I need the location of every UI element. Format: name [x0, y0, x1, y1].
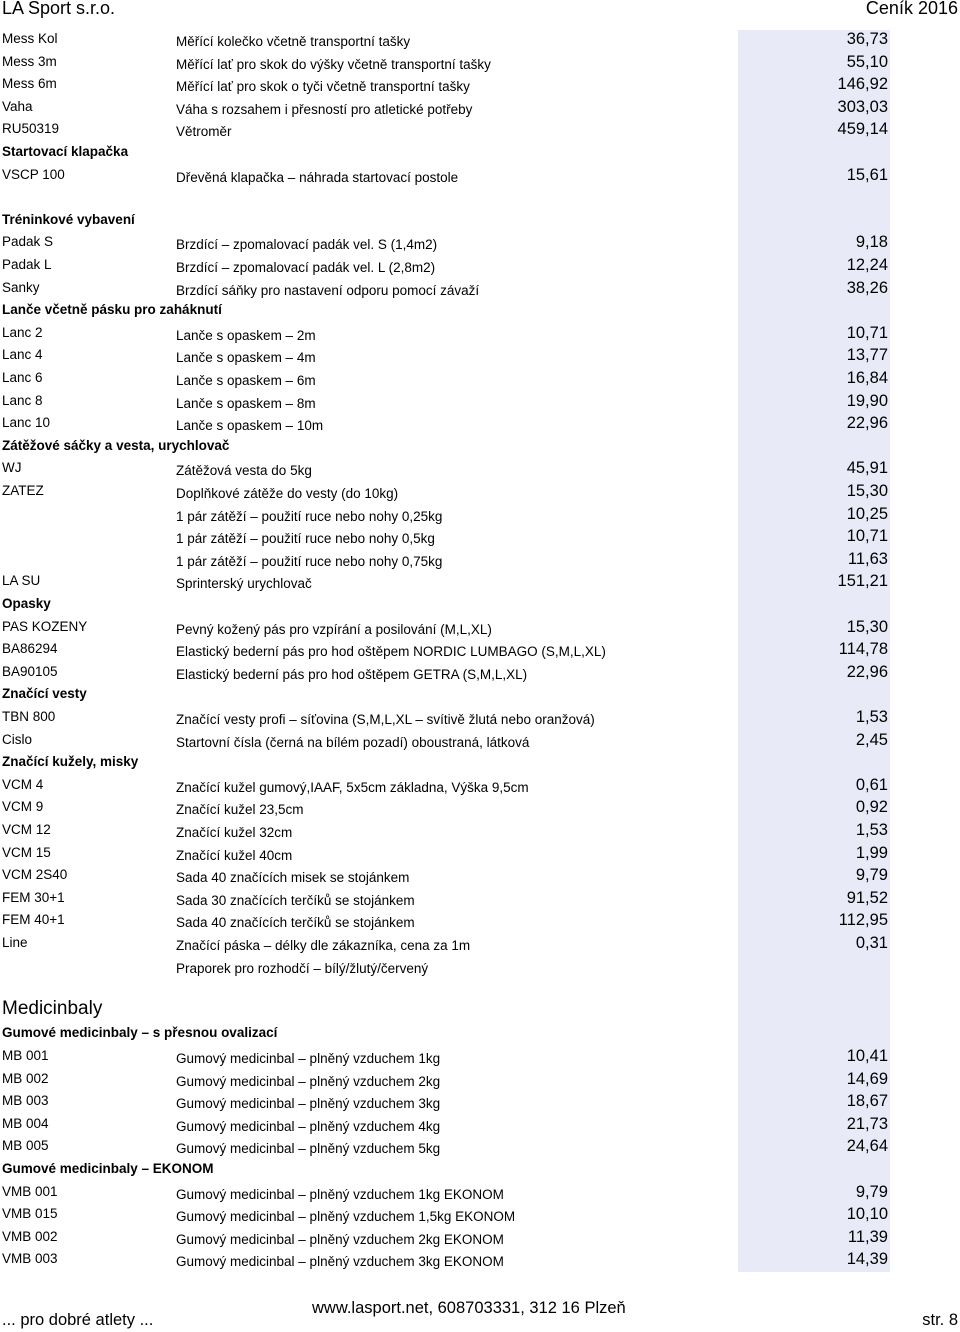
product-row [0, 550, 960, 572]
product-code: Mess Kol [2, 31, 58, 46]
section-heading: Startovací klapačka [2, 144, 129, 159]
doc-title: Ceník 2016 [865, 0, 958, 18]
product-price: 15,30 [846, 617, 888, 636]
product-price: 19,90 [846, 391, 888, 410]
product-code: VMB 015 [2, 1206, 58, 1222]
product-price: 1,99 [855, 843, 888, 862]
section-heading-row [0, 1160, 960, 1182]
product-row [0, 233, 960, 255]
product-code: WJ [2, 460, 22, 476]
product-row [0, 459, 960, 481]
product-description: Sada 40 značících terčíků se stojánkem [176, 915, 415, 931]
product-description: Lanče s opaskem – 4m [176, 350, 316, 366]
section-heading-row [0, 143, 960, 165]
product-price: 151,21 [837, 572, 888, 591]
product-description: Značící kužel 23,5cm [176, 802, 304, 818]
product-code: Lanc 6 [2, 370, 43, 385]
product-row [0, 369, 960, 391]
product-description: Elastický bederní pás pro hod oštěpem GETRA (S,M,L,XL) [176, 666, 528, 682]
product-row [0, 1137, 960, 1159]
product-price: 18,67 [846, 1092, 888, 1111]
product-price: 459,14 [837, 120, 888, 139]
product-code: VCM 9 [2, 799, 44, 815]
product-price: 13,77 [846, 346, 888, 365]
product-price: 1,53 [855, 708, 888, 726]
product-row [0, 911, 960, 933]
section-heading: Opasky [2, 596, 51, 611]
product-price: 24,64 [846, 1137, 888, 1156]
section-heading-row [0, 301, 960, 323]
section-heading: Gumové medicinbaly – EKONOM [2, 1161, 214, 1176]
product-row [0, 572, 960, 594]
product-price: 22,96 [846, 414, 888, 433]
product-row [0, 934, 960, 956]
product-price: 10,10 [846, 1205, 888, 1224]
product-description: Dřevěná klapačka – náhrada startovací postole [176, 169, 459, 185]
product-description: 1 pár zátěží – použití ruce nebo nohy 0,5kg [176, 531, 435, 547]
product-description: Značící kužel 32cm [176, 825, 293, 840]
footer-contact: www.lasport.net, 608703331, 312 16 Plzeň [312, 1299, 626, 1317]
product-description: Doplňkové zátěže do vesty (do 10kg) [176, 486, 399, 501]
page-header [0, 0, 960, 22]
product-row [0, 30, 960, 52]
product-price: 15,61 [846, 165, 888, 184]
section-heading: Medicinbaly [2, 997, 103, 1019]
product-description: Značící páska – délky dle zákazníka, cena za 1m [176, 938, 471, 953]
product-row [0, 1250, 960, 1272]
product-row [0, 1183, 960, 1205]
product-code: Lanc 4 [2, 347, 43, 363]
product-code: FEM 30+1 [2, 889, 65, 905]
product-row [0, 1047, 960, 1069]
product-code: VCM 2S40 [2, 867, 68, 883]
product-code: Padak L [2, 257, 52, 272]
product-code: LA SU [2, 573, 41, 589]
product-price: 303,03 [837, 97, 888, 116]
product-description: Gumový medicinbal – plněný vzduchem 1kg [176, 1051, 441, 1066]
product-price: 146,92 [837, 75, 888, 94]
product-code: VCM 12 [2, 822, 51, 837]
product-description: Gumový medicinbal – plněný vzduchem 5kg [176, 1141, 441, 1157]
product-code: Vaha [2, 98, 33, 114]
product-code: MB 001 [2, 1048, 49, 1063]
product-description: Gumový medicinbal – plněný vzduchem 2kg EKONOM [176, 1231, 504, 1247]
product-description: Startovní čísla (černá na bílém pozadí) oboustraná, látková [176, 734, 530, 750]
product-price: 12,24 [846, 256, 888, 274]
product-price: 9,79 [855, 866, 888, 885]
product-description: Gumový medicinbal – plněný vzduchem 3kg EKONOM [176, 1254, 504, 1270]
product-price: 14,69 [846, 1069, 888, 1088]
product-row [0, 618, 960, 640]
product-row [0, 663, 960, 685]
product-code: PAS KOZENY [2, 618, 88, 634]
product-code: Mess 3m [2, 53, 57, 69]
product-row [0, 708, 960, 730]
product-row [0, 1070, 960, 1092]
section-heading: Lanče včetně pásku pro zaháknutí [2, 302, 222, 318]
product-price: 22,96 [846, 662, 888, 681]
product-code: BA86294 [2, 641, 58, 657]
product-price: 1,53 [855, 821, 888, 839]
product-description: Gumový medicinbal – plněný vzduchem 1,5kg EKONOM [176, 1209, 516, 1225]
product-code: VMB 003 [2, 1251, 58, 1267]
product-price: 112,95 [838, 911, 888, 930]
product-description: Váha s rozsahem i přesností pro atletické potřeby [176, 101, 473, 117]
product-code: Padak S [2, 234, 54, 250]
product-description: Pevný kožený pás pro vzpírání a posilování (M,L,XL) [176, 621, 492, 637]
product-description: Lanče s opaskem – 10m [176, 418, 324, 434]
product-code: Sanky [2, 279, 40, 295]
product-code: FEM 40+1 [2, 912, 65, 928]
product-row [0, 75, 960, 97]
product-price: 21,73 [846, 1114, 888, 1133]
product-row [0, 53, 960, 75]
product-price: 0,92 [855, 798, 888, 817]
product-description: Gumový medicinbal – plněný vzduchem 1kg EKONOM [176, 1186, 504, 1202]
product-price: 10,71 [846, 527, 888, 546]
product-row [0, 731, 960, 753]
product-price: 9,18 [855, 233, 888, 252]
product-code: Lanc 8 [2, 392, 43, 408]
product-code: ZATEZ [2, 483, 44, 498]
product-row [0, 482, 960, 504]
product-description: Měřící lať pro skok do výšky včetně transportní tašky [176, 56, 491, 72]
product-row [0, 866, 960, 888]
product-description: Elastický bederní pás pro hod oštěpem NORDIC LUMBAGO (S,M,L,XL) [176, 644, 606, 660]
product-description: 1 pár zátěží – použití ruce nebo nohy 0,75kg [176, 553, 443, 569]
product-row [0, 256, 960, 278]
section-heading: Značící kužely, misky [2, 754, 139, 770]
section-heading-row [0, 1024, 960, 1046]
product-row [0, 527, 960, 549]
company-name: LA Sport s.r.o. [2, 0, 116, 18]
product-row [0, 957, 960, 979]
product-code: RU50319 [2, 121, 60, 137]
product-description: Brzdící – zpomalovací padák vel. S (1,4m2) [176, 237, 438, 253]
product-row [0, 279, 960, 301]
product-description: Lanče s opaskem – 6m [176, 373, 316, 388]
product-row [0, 346, 960, 368]
product-description: Sada 40 značících misek se stojánkem [176, 870, 410, 886]
product-price: 114,78 [838, 640, 888, 659]
product-row [0, 798, 960, 820]
product-code: VCM 4 [2, 776, 44, 792]
product-price: 10,25 [846, 504, 888, 523]
section-heading-row [0, 595, 960, 617]
product-code: VMB 002 [2, 1228, 58, 1244]
product-code: Cislo [2, 731, 33, 747]
product-price: 15,30 [846, 482, 888, 500]
section-heading: Značící vesty [2, 686, 87, 702]
product-row [0, 1092, 960, 1114]
product-row [0, 392, 960, 414]
product-price: 2,45 [855, 730, 888, 749]
page-footer [0, 1298, 960, 1332]
product-code: MB 005 [2, 1138, 49, 1154]
product-row [0, 844, 960, 866]
section-heading: Zátěžové sáčky a vesta, urychlovač [2, 437, 230, 453]
product-description: Lanče s opaskem – 8m [176, 395, 316, 411]
section-heading-row [0, 685, 960, 707]
product-price: 36,73 [846, 30, 888, 48]
product-price: 14,39 [846, 1250, 888, 1269]
footer-slogan: ... pro dobré atlety ... [2, 1311, 154, 1329]
product-description: Praporek pro rozhodčí – bílý/žlutý/červený [176, 960, 429, 976]
product-code: MB 004 [2, 1115, 49, 1131]
product-price: 0,31 [855, 934, 888, 952]
product-code: TBN 800 [2, 709, 56, 724]
product-row [0, 120, 960, 142]
product-description: 1 pár zátěží – použití ruce nebo nohy 0,25kg [176, 508, 443, 524]
section-heading-row [0, 211, 960, 233]
product-price: 16,84 [846, 369, 888, 387]
product-description: Značící kužel 40cm [176, 847, 293, 863]
product-description: Značící kužel gumový,IAAF, 5x5cm základna, Výška 9,5cm [176, 779, 529, 795]
product-row [0, 776, 960, 798]
product-row [0, 821, 960, 843]
product-code: BA90105 [2, 663, 58, 679]
section-heading-row [0, 437, 960, 459]
product-description: Měřící kolečko včetně transportní tašky [176, 34, 411, 49]
product-row [0, 1228, 960, 1250]
product-description: Gumový medicinbal – plněný vzduchem 3kg [176, 1096, 441, 1112]
product-price: 0,61 [855, 775, 888, 794]
product-description: Brzdící sáňky pro nastavení odporu pomocí závaží [176, 282, 480, 298]
section-heading-row [0, 753, 960, 775]
product-description: Zátěžová vesta do 5kg [176, 463, 312, 479]
product-description: Sprinterský urychlovač [176, 576, 312, 592]
product-description: Sada 30 značících terčíků se stojánkem [176, 892, 415, 908]
product-row [0, 98, 960, 120]
product-code: VSCP 100 [2, 166, 65, 182]
product-description: Gumový medicinbal – plněný vzduchem 4kg [176, 1118, 441, 1134]
section-heading-row [0, 997, 960, 1024]
product-row [0, 889, 960, 911]
product-row [0, 1205, 960, 1227]
product-price: 11,63 [847, 549, 888, 568]
product-row [0, 166, 960, 188]
product-description: Měřící lať pro skok o tyči včetně transportní tašky [176, 79, 470, 95]
section-heading: Tréninkové vybavení [2, 211, 135, 227]
product-description: Větroměr [176, 124, 232, 140]
spacer-row [0, 979, 960, 1001]
product-code: MB 002 [2, 1070, 49, 1086]
product-code: Mess 6m [2, 76, 57, 92]
page-number: str. 8 [922, 1311, 958, 1329]
product-price: 11,39 [847, 1227, 888, 1246]
product-row [0, 640, 960, 662]
product-price: 55,10 [846, 52, 888, 71]
product-code: VMB 001 [2, 1183, 58, 1199]
product-code: Lanc 2 [2, 324, 43, 340]
product-description: Gumový medicinbal – plněný vzduchem 2kg [176, 1073, 441, 1089]
product-price: 10,71 [846, 323, 888, 342]
product-row [0, 505, 960, 527]
product-price: 45,91 [846, 459, 888, 478]
product-row [0, 324, 960, 346]
product-row [0, 1115, 960, 1137]
product-description: Brzdící – zpomalovací padák vel. L (2,8m2) [176, 260, 436, 275]
product-price: 9,79 [855, 1182, 888, 1201]
product-price: 91,52 [846, 888, 888, 907]
product-price: 38,26 [846, 278, 888, 297]
product-price: 10,41 [846, 1047, 888, 1065]
section-heading: Gumové medicinbaly – s přesnou ovalizací [2, 1025, 278, 1041]
product-code: Line [2, 935, 28, 950]
product-description: Lanče s opaskem – 2m [176, 327, 316, 343]
product-code: Lanc 10 [2, 415, 51, 431]
product-code: MB 003 [2, 1093, 49, 1109]
product-description: Značící vesty profi – síťovina (S,M,L,XL – svítivě žlutá nebo oranžová) [176, 712, 595, 727]
product-row [0, 414, 960, 436]
product-code: VCM 15 [2, 844, 51, 860]
spacer-row [0, 188, 960, 210]
